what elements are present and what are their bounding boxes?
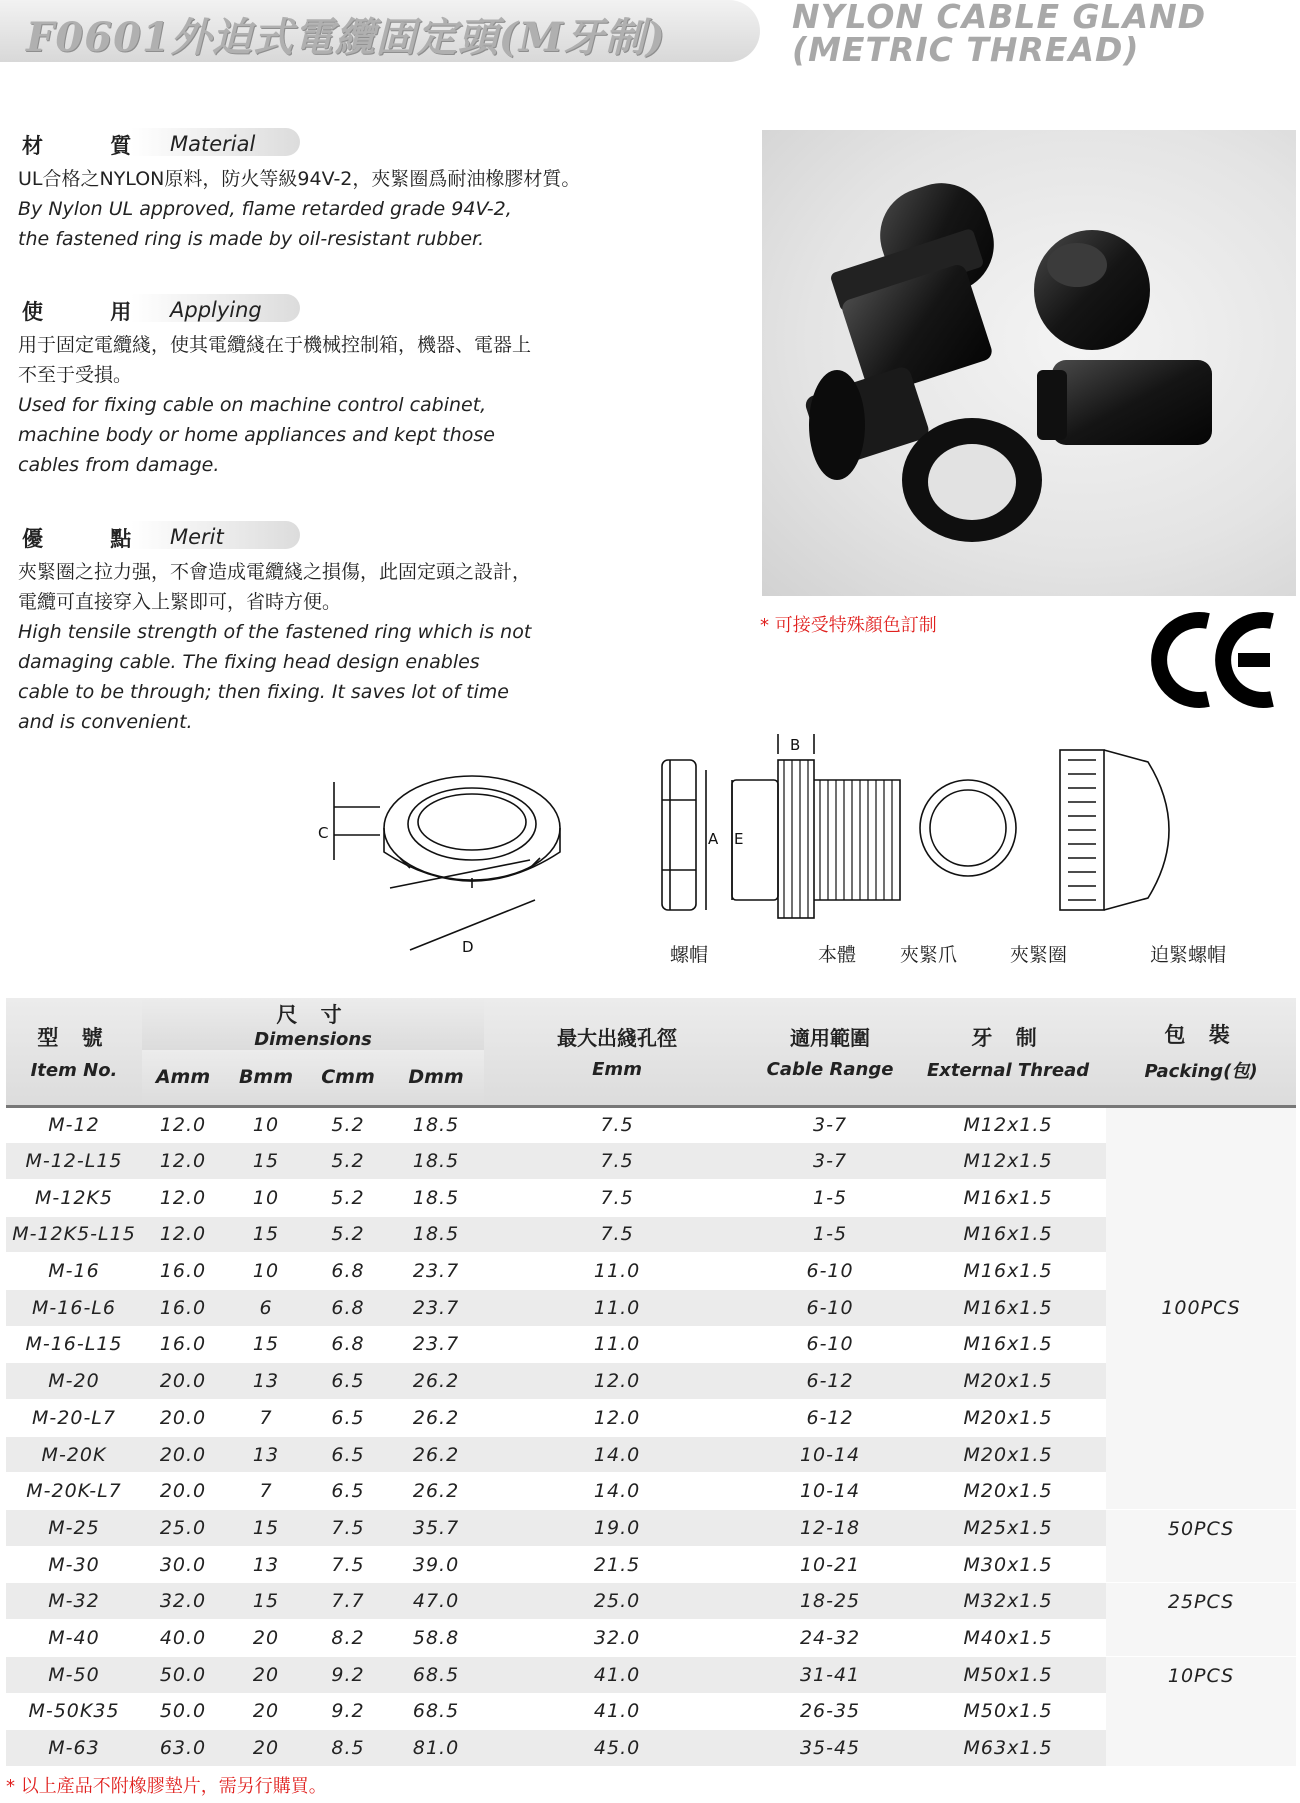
col-packing-en: Packing(包) [1144,1061,1258,1083]
cell-b: 15 [224,1216,308,1253]
col-item-zh: 型 號 [37,1025,111,1050]
cell-range: 6-12 [750,1400,910,1437]
table-row [6,1326,1296,1363]
technical-drawings [318,736,1300,980]
cell-c: 6.8 [308,1326,388,1363]
cell-thread: M16x1.5 [910,1326,1106,1363]
cell-c: 5.2 [308,1106,388,1143]
cell-e: 7.5 [484,1143,750,1180]
cell-e: 12.0 [484,1363,750,1400]
color-note: * 可接受特殊顏色訂制 [760,615,937,636]
cell-a: 20.0 [142,1436,224,1473]
cell-range: 10-14 [750,1473,910,1510]
col-dimensions [142,998,484,1050]
threaded-body [1037,360,1212,445]
cell-thread: M12x1.5 [910,1143,1106,1180]
col-thread-zh: 牙 制 [971,1025,1045,1050]
table-row [6,1583,1296,1620]
cell-item: M-32 [6,1583,142,1620]
cell-a: 12.0 [142,1106,224,1143]
col-dmm: Dmm [388,1050,484,1106]
cell-d: 23.7 [388,1289,484,1326]
page-title-en [792,0,1292,69]
cell-item: M-50K35 [6,1693,142,1730]
label-nut: 螺帽 [670,944,709,966]
table-row [6,1730,1296,1767]
cell-d: 18.5 [388,1143,484,1180]
cell-item: M-16-L6 [6,1289,142,1326]
table-row [6,1289,1296,1326]
cell-e: 7.5 [484,1106,750,1143]
seal-ring-drawing [920,780,1016,876]
section-text: 電纜可直接穿入上緊即可，省時方便。 [18,591,342,613]
col-range-en: Cable Range [766,1059,894,1081]
cell-range: 31-41 [750,1656,910,1693]
cell-d: 68.5 [388,1693,484,1730]
col-packing [1106,998,1296,1106]
cell-item: M-20K [6,1436,142,1473]
label-cap: 迫緊螺帽 [1150,944,1227,966]
cell-item: M-12K5-L15 [6,1216,142,1253]
cell-d: 23.7 [388,1253,484,1290]
cell-b: 10 [224,1106,308,1143]
cell-a: 12.0 [142,1143,224,1180]
table-row [6,1510,1296,1547]
col-thread [910,998,1106,1106]
cell-range: 1-5 [750,1216,910,1253]
cell-b: 13 [224,1546,308,1583]
cell-c: 5.2 [308,1143,388,1180]
cell-item: M-50 [6,1656,142,1693]
cell-thread: M12x1.5 [910,1106,1106,1143]
cell-item: M-20 [6,1363,142,1400]
cell-e: 7.5 [484,1216,750,1253]
table-header [6,998,1296,1106]
cell-d: 18.5 [388,1106,484,1143]
page-title-en-line1: NYLON CABLE GLAND [792,0,1207,36]
section-text: 夾緊圈之拉力强，不會造成電纜綫之損傷，此固定頭之設計， [18,561,532,583]
cell-d: 26.2 [388,1436,484,1473]
cell-range: 10-14 [750,1436,910,1473]
col-hole-zh: 最大出綫孔徑 [557,1026,678,1051]
col-range-zh: 適用範圍 [790,1026,871,1051]
lock-nut [902,418,1042,542]
section-text: 不至于受損。 [18,364,133,386]
cell-d: 58.8 [388,1620,484,1657]
cell-range: 24-32 [750,1620,910,1657]
section-heading [18,294,300,322]
cell-c: 7.5 [308,1546,388,1583]
nut-perspective-drawing [334,776,560,950]
section-text: machine body or home appliances and kept those [18,424,495,446]
ce-mark-logo [1150,605,1280,715]
table-row [6,1656,1296,1693]
cell-e: 11.0 [484,1253,750,1290]
cell-b: 15 [224,1143,308,1180]
cell-range: 12-18 [750,1510,910,1547]
cell-a: 32.0 [142,1583,224,1620]
dim-label-b: B [790,736,801,754]
cell-c: 8.2 [308,1620,388,1657]
cell-item: M-16 [6,1253,142,1290]
cell-item: M-12K5 [6,1179,142,1216]
col-amm: Amm [142,1050,224,1106]
section-heading-en: Merit [170,525,224,549]
section-text: Used for fixing cable on machine control cabinet, [18,394,487,416]
cell-item: M-63 [6,1730,142,1767]
cell-item: M-16-L15 [6,1326,142,1363]
cell-b: 20 [224,1693,308,1730]
cell-e: 7.5 [484,1179,750,1216]
section-heading [18,521,300,549]
table-row [6,1106,1296,1143]
label-seal: 夾緊圈 [1010,944,1068,966]
cell-range: 18-25 [750,1583,910,1620]
cell-packing: 50PCS [1106,1510,1296,1583]
section-material [18,128,718,254]
cell-range: 3-7 [750,1143,910,1180]
cell-item: M-20-L7 [6,1400,142,1437]
cell-c: 7.7 [308,1583,388,1620]
cell-thread: M20x1.5 [910,1400,1106,1437]
cell-c: 7.5 [308,1510,388,1547]
cell-a: 16.0 [142,1253,224,1290]
cell-e: 41.0 [484,1693,750,1730]
cell-thread: M63x1.5 [910,1730,1106,1767]
cell-item: M-30 [6,1546,142,1583]
dim-label-a: A [708,830,719,848]
cell-e: 14.0 [484,1473,750,1510]
cell-a: 16.0 [142,1289,224,1326]
label-claw: 夾緊爪 [900,944,958,966]
cell-thread: M20x1.5 [910,1436,1106,1473]
cell-a: 20.0 [142,1473,224,1510]
col-dim-zh: 尺 寸 [276,1002,350,1027]
cell-d: 18.5 [388,1216,484,1253]
cell-c: 5.2 [308,1179,388,1216]
cell-e: 41.0 [484,1656,750,1693]
cell-item: M-12-L15 [6,1143,142,1180]
section-heading [18,128,300,156]
cell-thread: M16x1.5 [910,1179,1106,1216]
col-bmm: Bmm [224,1050,308,1106]
cell-c: 5.2 [308,1216,388,1253]
table-row [6,1400,1296,1437]
cell-d: 39.0 [388,1546,484,1583]
cell-packing: 25PCS [1106,1583,1296,1656]
cell-b: 10 [224,1253,308,1290]
cell-e: 21.5 [484,1546,750,1583]
cell-d: 81.0 [388,1730,484,1767]
cell-c: 6.5 [308,1400,388,1437]
cell-e: 12.0 [484,1400,750,1437]
cell-a: 12.0 [142,1179,224,1216]
cell-e: 19.0 [484,1510,750,1547]
table-row [6,1179,1296,1216]
cell-a: 63.0 [142,1730,224,1767]
col-item [6,998,142,1106]
cell-d: 35.7 [388,1510,484,1547]
body-drawing [706,734,900,918]
dim-label-d: D [462,938,474,956]
cell-b: 13 [224,1363,308,1400]
cell-e: 32.0 [484,1620,750,1657]
cell-a: 20.0 [142,1363,224,1400]
cell-b: 7 [224,1400,308,1437]
cell-packing: 10PCS [1106,1656,1296,1766]
cell-range: 10-21 [750,1546,910,1583]
cell-b: 15 [224,1510,308,1547]
cell-e: 11.0 [484,1289,750,1326]
table-body [6,1106,1296,1766]
dim-label-e: E [734,830,744,848]
section-heading-en: Material [170,132,256,156]
cell-thread: M50x1.5 [910,1693,1106,1730]
cell-packing: 100PCS [1106,1106,1296,1510]
cell-d: 26.2 [388,1400,484,1437]
cell-item: M-12 [6,1106,142,1143]
footnote: * 以上產品不附橡膠墊片，需另行購買。 [6,1776,327,1797]
section-heading-zh: 使 用 [22,300,162,324]
section-text: the fastened ring is made by oil-resistant rubber. [18,228,485,250]
cell-range: 6-10 [750,1253,910,1290]
section-merit [18,521,718,737]
cell-item: M-20K-L7 [6,1473,142,1510]
col-item-en: Item No. [30,1059,118,1081]
cell-c: 6.5 [308,1363,388,1400]
cell-b: 15 [224,1583,308,1620]
cell-a: 12.0 [142,1216,224,1253]
cell-thread: M16x1.5 [910,1216,1106,1253]
table-row [6,1620,1296,1657]
cell-d: 26.2 [388,1473,484,1510]
cell-thread: M30x1.5 [910,1546,1106,1583]
cell-d: 26.2 [388,1363,484,1400]
col-dim-en: Dimensions [254,1028,372,1050]
cell-b: 6 [224,1289,308,1326]
cell-e: 14.0 [484,1436,750,1473]
cell-b: 20 [224,1656,308,1693]
section-text: By Nylon UL approved, flame retarded grade 94V-2, [18,198,512,220]
col-thread-en: External Thread [926,1059,1090,1081]
cell-c: 6.8 [308,1253,388,1290]
cell-thread: M20x1.5 [910,1473,1106,1510]
cell-thread: M20x1.5 [910,1363,1106,1400]
cell-c: 6.8 [308,1289,388,1326]
table-row [6,1693,1296,1730]
cell-a: 30.0 [142,1546,224,1583]
page-title-en-line2: (METRIC THREAD) [792,30,1140,69]
cell-b: 10 [224,1179,308,1216]
cell-a: 40.0 [142,1620,224,1657]
table-row [6,1216,1296,1253]
cell-range: 6-10 [750,1326,910,1363]
cell-a: 50.0 [142,1656,224,1693]
col-hole [484,998,750,1106]
col-packing-zh: 包 裝 [1164,1023,1238,1048]
cell-range: 26-35 [750,1693,910,1730]
dome-cap [1034,230,1150,350]
table-row [6,1253,1296,1290]
cap-nut-drawing [1060,750,1169,910]
cable-gland-photo-art [762,130,1296,596]
cell-c: 6.5 [308,1436,388,1473]
cell-range: 3-7 [750,1106,910,1143]
cell-thread: M50x1.5 [910,1656,1106,1693]
cell-b: 15 [224,1326,308,1363]
cell-e: 25.0 [484,1583,750,1620]
cell-thread: M16x1.5 [910,1253,1106,1290]
cell-c: 8.5 [308,1730,388,1767]
cell-d: 47.0 [388,1583,484,1620]
cell-thread: M16x1.5 [910,1289,1106,1326]
section-heading-zh: 材 質 [22,134,162,158]
section-text: and is convenient. [18,711,193,733]
table-row [6,1473,1296,1510]
section-applying [18,294,718,480]
section-heading-zh: 優 點 [22,527,162,551]
table-row [6,1363,1296,1400]
cell-e: 11.0 [484,1326,750,1363]
col-range [750,998,910,1106]
section-text: damaging cable. The fixing head design enables [18,651,480,673]
cell-thread: M40x1.5 [910,1620,1106,1657]
cell-item: M-25 [6,1510,142,1547]
cell-a: 25.0 [142,1510,224,1547]
section-heading-en: Applying [170,298,262,322]
cell-b: 20 [224,1730,308,1767]
cell-e: 45.0 [484,1730,750,1767]
table-row [6,1546,1296,1583]
cell-thread: M25x1.5 [910,1510,1106,1547]
cell-c: 9.2 [308,1656,388,1693]
cell-range: 6-12 [750,1363,910,1400]
section-text: High tensile strength of the fastened ring which is not [18,621,532,643]
section-text: cables from damage. [18,454,220,476]
table-row [6,1143,1296,1180]
cell-range: 6-10 [750,1289,910,1326]
cell-range: 1-5 [750,1179,910,1216]
cell-a: 20.0 [142,1400,224,1437]
cell-d: 18.5 [388,1179,484,1216]
page-title-zh: F0601外迫式電纜固定頭(M牙制) [26,14,666,61]
spec-table [6,998,1296,1767]
cell-thread: M32x1.5 [910,1583,1106,1620]
cell-c: 6.5 [308,1473,388,1510]
cell-b: 7 [224,1473,308,1510]
cell-item: M-40 [6,1620,142,1657]
label-body: 本體 [818,944,857,966]
section-text: UL合格之NYLON原料，防火等級94V-2，夾緊圈爲耐油橡膠材質。 [18,168,581,190]
nut-side-drawing [662,760,696,910]
dim-label-c: C [318,824,329,842]
cell-a: 16.0 [142,1326,224,1363]
cell-d: 68.5 [388,1656,484,1693]
cell-b: 20 [224,1620,308,1657]
col-hole-en: Emm [592,1059,642,1081]
table-row [6,1436,1296,1473]
cell-d: 23.7 [388,1326,484,1363]
cell-range: 35-45 [750,1730,910,1767]
col-cmm: Cmm [308,1050,388,1106]
cell-a: 50.0 [142,1693,224,1730]
section-text: cable to be through; then fixing. It saves lot of time [18,681,509,703]
product-photo [762,130,1296,596]
section-text: 用于固定電纜綫，使其電纜綫在于機械控制箱，機器、電器上 [18,334,532,356]
cell-b: 13 [224,1436,308,1473]
cell-c: 9.2 [308,1693,388,1730]
